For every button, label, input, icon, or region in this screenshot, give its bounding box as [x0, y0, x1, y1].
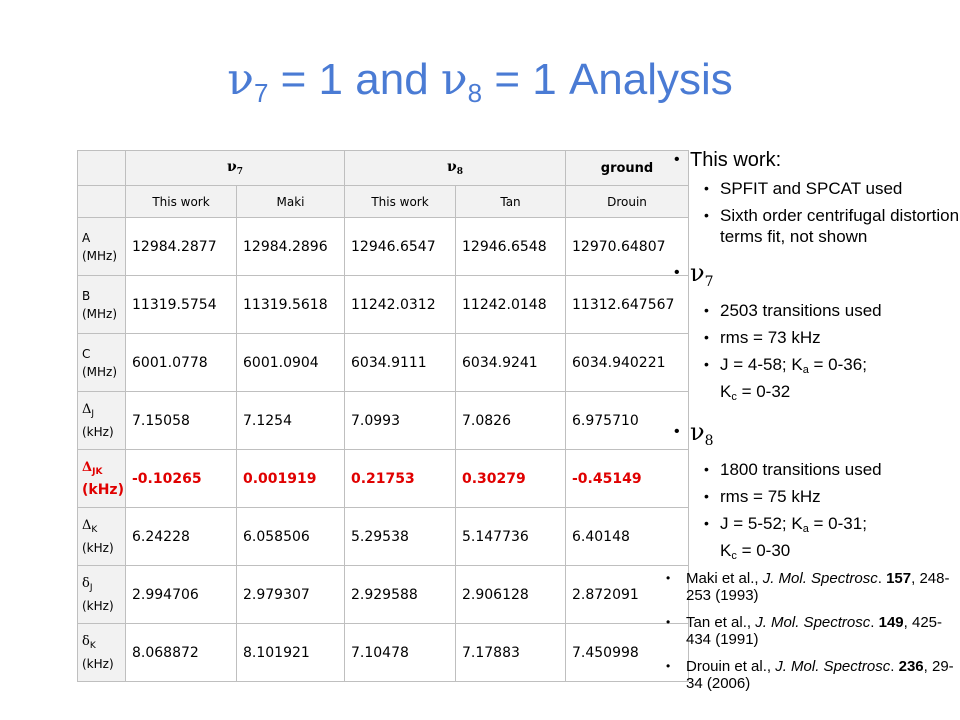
parameters-table: [77, 150, 689, 682]
table-cell: 6001.0778: [126, 334, 237, 392]
reference-item: • Tan et al., J. Mol. Spectrosc. 149, 425-434 (1991): [666, 614, 942, 648]
reference-item: • Maki et al., J. Mol. Spectrosc. 157, 248-253 (1993): [666, 570, 950, 604]
sub-header-tan: Tan: [456, 186, 566, 218]
table-cell: 8.101921: [237, 624, 345, 682]
table-cell: 11242.0312: [345, 276, 456, 334]
group-header-nu7: $\nu_7$: [126, 151, 345, 186]
table-cell: 12984.2896: [237, 218, 345, 276]
table-cell: 12946.6548: [456, 218, 566, 276]
table-row: [78, 450, 689, 508]
table-cell: 8.068872: [126, 624, 237, 682]
table-cell: 7.1254: [237, 392, 345, 450]
row-label: $\Delta_K$ (kHz): [78, 508, 126, 566]
table-cell: 12946.6547: [345, 218, 456, 276]
table-cell: 7.450998: [566, 624, 689, 682]
table-cell: 6001.0904: [237, 334, 345, 392]
table-cell: 11319.5618: [237, 276, 345, 334]
table-cell: 0.30279: [456, 450, 566, 508]
table-cell: 2.906128: [456, 566, 566, 624]
bullet-nu7: • $\nu_7$: [674, 259, 714, 290]
table-row: [78, 566, 689, 624]
list-item: • SPFIT and SPCAT used: [704, 179, 903, 198]
reference-item: • Drouin et al., J. Mol. Spectrosc. 236, 29-34 (2006): [666, 658, 954, 692]
table-cell: 6034.9111: [345, 334, 456, 392]
row-label: A (MHz): [78, 218, 126, 276]
table-cell: 6034.940221: [566, 334, 689, 392]
table-cell: -0.45149: [566, 450, 689, 508]
sub-header-maki: Maki: [237, 186, 345, 218]
references-list: [660, 570, 960, 702]
list-item: • J = 5-52; Ka = 0-31; Kc = 0-30: [704, 514, 867, 562]
list-item: • J = 4-58; Ka = 0-36; Kc = 0-32: [704, 355, 867, 403]
table-cell: 7.0993: [345, 392, 456, 450]
table-cell: 2.979307: [237, 566, 345, 624]
table-cell: 2.872091: [566, 566, 689, 624]
row-label: B (MHz): [78, 276, 126, 334]
table-cell: 6034.9241: [456, 334, 566, 392]
table-cell: 6.40148: [566, 508, 689, 566]
group-header-nu8: $\nu_8$: [345, 151, 566, 186]
sub-header-this-work: This work: [126, 186, 237, 218]
row-label: $\Delta_J$ (kHz): [78, 392, 126, 450]
sub-header-drouin: Drouin: [566, 186, 689, 218]
list-item: • 2503 transitions used: [704, 301, 882, 320]
row-label: C (MHz): [78, 334, 126, 392]
table-cell: 11312.647567: [566, 276, 689, 334]
title-sub7: 7: [253, 78, 269, 108]
row-label: $\Delta_{JK}$ (kHz): [78, 450, 126, 508]
table-cell: 5.29538: [345, 508, 456, 566]
table-cell: 0.21753: [345, 450, 456, 508]
table-group-header-row: [78, 151, 689, 186]
table-row: [78, 624, 689, 682]
table-cell: 2.929588: [345, 566, 456, 624]
title-part2: = 1 Analysis: [482, 55, 733, 104]
bullet-this-work: • This work:: [674, 149, 782, 171]
table-cell: -0.10265: [126, 450, 237, 508]
slide-title: [0, 52, 960, 121]
table-cell: 12984.2877: [126, 218, 237, 276]
table-cell: 11242.0148: [456, 276, 566, 334]
nu-symbol: ν: [227, 54, 254, 105]
table-row: [78, 218, 689, 276]
table-row: [78, 392, 689, 450]
bullet-nu8: • $\nu_8$: [674, 418, 714, 449]
summary-bullets: [660, 148, 960, 567]
table-cell: 6.975710: [566, 392, 689, 450]
list-item: • rms = 73 kHz: [704, 328, 821, 347]
table-cell: 6.058506: [237, 508, 345, 566]
list-item: • rms = 75 kHz: [704, 487, 821, 506]
list-item: • 1800 transitions used: [704, 460, 882, 479]
sub-header-this-work: This work: [345, 186, 456, 218]
table-cell: 7.15058: [126, 392, 237, 450]
title-sub8: 8: [467, 78, 483, 108]
table-cell: 12970.64807: [566, 218, 689, 276]
table-cell: 6.24228: [126, 508, 237, 566]
list-item: • Sixth order centrifugal distortion terms fit, not shown: [704, 206, 960, 246]
table-cell: 5.147736: [456, 508, 566, 566]
row-label: $\delta_J$ (kHz): [78, 566, 126, 624]
table-cell: 7.10478: [345, 624, 456, 682]
table-cell: 7.0826: [456, 392, 566, 450]
row-label: $\delta_K$ (kHz): [78, 624, 126, 682]
group-header-ground: ground: [566, 151, 689, 186]
corner-cell: [78, 151, 126, 186]
nu-symbol: ν: [440, 54, 468, 105]
table-cell: 11319.5754: [126, 276, 237, 334]
table-cell: 0.001919: [237, 450, 345, 508]
table-row: [78, 276, 689, 334]
table-cell: 7.17883: [456, 624, 566, 682]
title-part1: = 1 and: [268, 55, 441, 104]
table-row: [78, 334, 689, 392]
corner-cell: [78, 186, 126, 218]
table-row: [78, 508, 689, 566]
table-cell: 2.994706: [126, 566, 237, 624]
table-sub-header-row: [78, 186, 689, 218]
